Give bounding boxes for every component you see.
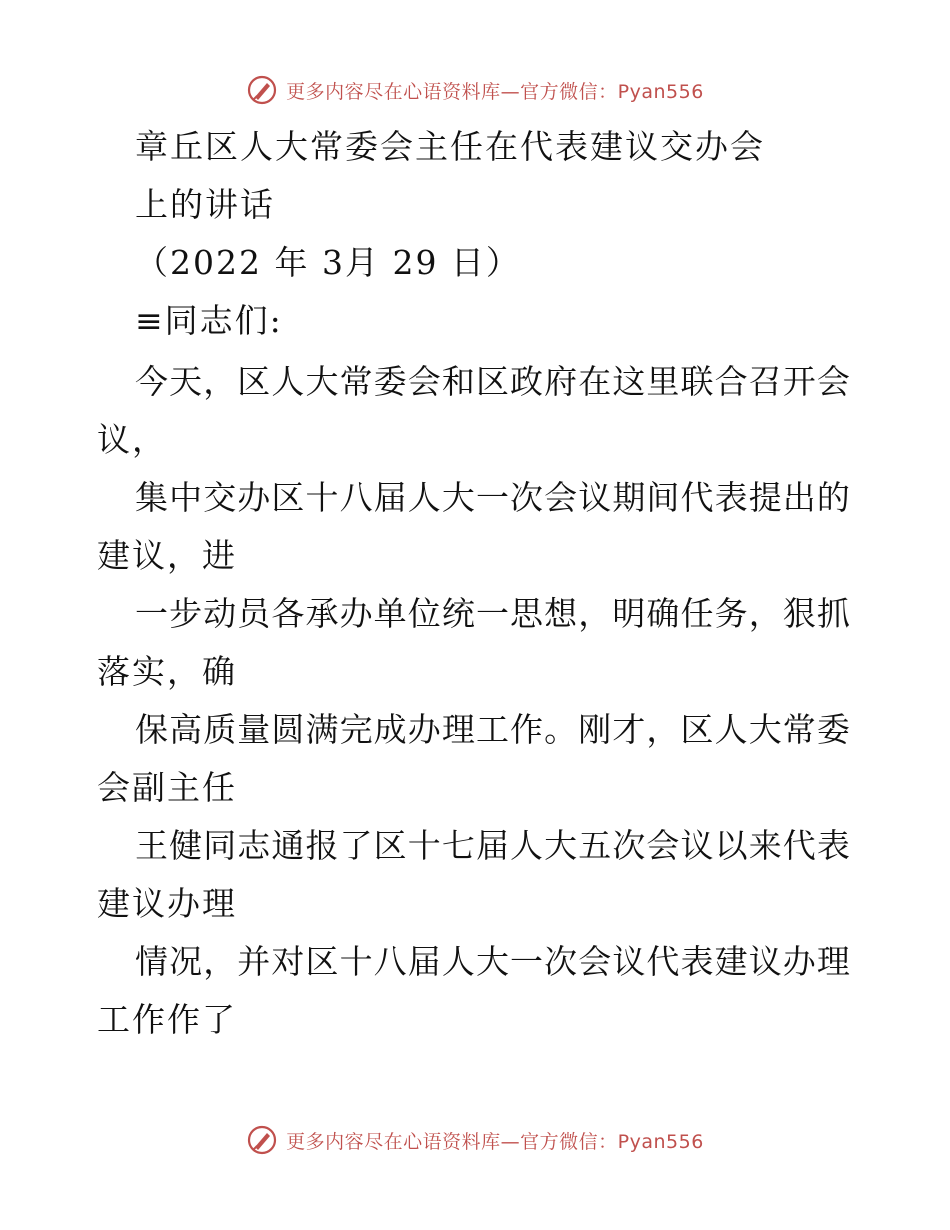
paragraph-2-first-line: [135, 478, 850, 518]
character: 作: [510, 710, 544, 749]
character: 会: [816, 362, 850, 401]
character: 届: [475, 826, 509, 865]
paragraph-1-continuation: 议，: [97, 420, 167, 459]
character: 区: [271, 478, 305, 517]
document-title-line-1: 章丘区人大常委会主任在代表建议交办会: [135, 127, 765, 166]
character: 抓: [816, 594, 850, 633]
character: 情: [135, 942, 168, 981]
character: 。: [544, 710, 578, 749]
character: 表: [816, 826, 850, 865]
character: 届: [373, 478, 407, 517]
character: 集: [135, 478, 168, 517]
character: 了: [339, 826, 373, 865]
character: 建: [714, 942, 748, 981]
character: 提: [748, 478, 782, 517]
character: 代: [782, 826, 816, 865]
paragraph-1-first-line: [135, 362, 850, 402]
header-watermark: [0, 70, 950, 110]
document-title-line-2: 上的讲话: [135, 185, 275, 224]
character: 在: [578, 362, 612, 401]
character: 同: [203, 826, 237, 865]
paragraph-5-first-line: [135, 826, 850, 866]
character: 的: [816, 478, 850, 517]
quill-pen-logo-icon: [246, 74, 278, 106]
character: ，: [203, 362, 237, 401]
paragraph-6-first-line: [135, 942, 850, 982]
character: ，: [646, 710, 680, 749]
character: 会: [578, 942, 612, 981]
character: 次: [510, 478, 544, 517]
footer-watermark: [0, 1120, 950, 1160]
character: 次: [544, 942, 578, 981]
character: 刚: [578, 710, 612, 749]
character: 办: [339, 594, 373, 633]
character: 这: [612, 362, 646, 401]
character: 五: [578, 826, 612, 865]
watermark-text: 更多内容尽在心语资料库—官方微信：Pyan556: [286, 1130, 704, 1153]
character: 量: [237, 710, 271, 749]
character: 区: [373, 826, 407, 865]
character: 人: [271, 362, 305, 401]
character: 联: [680, 362, 714, 401]
paragraph-4-first-line: [135, 710, 850, 750]
character: 开: [782, 362, 816, 401]
character: 任: [680, 594, 714, 633]
character: 期: [612, 478, 646, 517]
character: 志: [237, 826, 271, 865]
character: 办: [407, 710, 441, 749]
character: 天: [169, 362, 203, 401]
character: 人: [407, 478, 441, 517]
character: 想: [544, 594, 578, 633]
character: 大: [305, 362, 339, 401]
character: 报: [305, 826, 339, 865]
character: 一: [475, 594, 509, 633]
character: 人: [714, 710, 748, 749]
character: 会: [407, 362, 441, 401]
character: 区: [680, 710, 714, 749]
character: 狠: [782, 594, 816, 633]
character: 一: [135, 594, 168, 633]
character: 交: [203, 478, 237, 517]
character: 成: [373, 710, 407, 749]
character: 大: [441, 478, 475, 517]
character: 和: [441, 362, 475, 401]
character: 区: [237, 362, 271, 401]
character: 各: [271, 594, 305, 633]
character: 今: [135, 362, 168, 401]
salutation: ≡同志们:: [135, 301, 283, 340]
character: 召: [748, 362, 782, 401]
character: 以: [714, 826, 748, 865]
character: 会: [544, 478, 578, 517]
character: 员: [237, 594, 271, 633]
character: 区: [475, 362, 509, 401]
character: 大: [475, 942, 509, 981]
character: 委: [816, 710, 850, 749]
character: 满: [305, 710, 339, 749]
character: 办: [782, 942, 816, 981]
character: 思: [510, 594, 544, 633]
character: 位: [407, 594, 441, 633]
character: 动: [203, 594, 237, 633]
character: 八: [339, 478, 373, 517]
character: 王: [135, 826, 168, 865]
watermark-text: 更多内容尽在心语资料库—官方微信：Pyan556: [286, 80, 704, 103]
character: 理: [816, 942, 850, 981]
character: 八: [373, 942, 407, 981]
character: ，: [748, 594, 782, 633]
character: 出: [782, 478, 816, 517]
character: 统: [441, 594, 475, 633]
character: 十: [407, 826, 441, 865]
character: 议: [578, 478, 612, 517]
character: 人: [441, 942, 475, 981]
character: 高: [169, 710, 203, 749]
character: 承: [305, 594, 339, 633]
document-date: （2022 年 3月 29 日）: [135, 243, 521, 282]
character: 七: [441, 826, 475, 865]
character: 办: [237, 478, 271, 517]
character: 健: [169, 826, 203, 865]
character: 理: [441, 710, 475, 749]
character: 人: [510, 826, 544, 865]
character: 表: [680, 942, 714, 981]
character: 况: [169, 942, 203, 981]
character: 对: [271, 942, 305, 981]
character: 并: [237, 942, 271, 981]
character: ，: [578, 594, 612, 633]
character: 常: [339, 362, 373, 401]
character: 大: [544, 826, 578, 865]
character: 十: [305, 478, 339, 517]
character: 间: [646, 478, 680, 517]
character: 届: [407, 942, 441, 981]
character: 明: [612, 594, 646, 633]
paragraph-4-continuation: 会副主任: [97, 768, 237, 807]
character: 代: [680, 478, 714, 517]
character: 政: [510, 362, 544, 401]
character: 步: [169, 594, 203, 633]
character: ，: [203, 942, 237, 981]
character: 一: [510, 942, 544, 981]
character: 常: [782, 710, 816, 749]
character: 才: [612, 710, 646, 749]
character: 确: [646, 594, 680, 633]
paragraph-5-continuation: 建议办理: [97, 884, 237, 923]
character: 议: [748, 942, 782, 981]
paragraph-6-continuation: 工作作了: [97, 1000, 237, 1039]
paragraph-3-continuation: 落实，确: [97, 652, 237, 691]
character: 议: [680, 826, 714, 865]
character: 中: [169, 478, 203, 517]
quill-pen-logo-icon: [246, 1124, 278, 1156]
character: 合: [714, 362, 748, 401]
character: 区: [305, 942, 339, 981]
character: 府: [544, 362, 578, 401]
character: 大: [748, 710, 782, 749]
paragraph-3-first-line: [135, 594, 850, 634]
character: 里: [646, 362, 680, 401]
character: 会: [646, 826, 680, 865]
paragraph-2-continuation: 建议，进: [97, 536, 237, 575]
character: 圆: [271, 710, 305, 749]
character: 委: [373, 362, 407, 401]
character: 代: [646, 942, 680, 981]
character: 表: [714, 478, 748, 517]
character: 工: [475, 710, 509, 749]
character: 来: [748, 826, 782, 865]
character: 十: [339, 942, 373, 981]
character: 务: [714, 594, 748, 633]
character: 保: [135, 710, 168, 749]
character: 完: [339, 710, 373, 749]
character: 议: [612, 942, 646, 981]
character: 质: [203, 710, 237, 749]
character: 一: [475, 478, 509, 517]
character: 单: [373, 594, 407, 633]
character: 通: [271, 826, 305, 865]
character: 次: [612, 826, 646, 865]
